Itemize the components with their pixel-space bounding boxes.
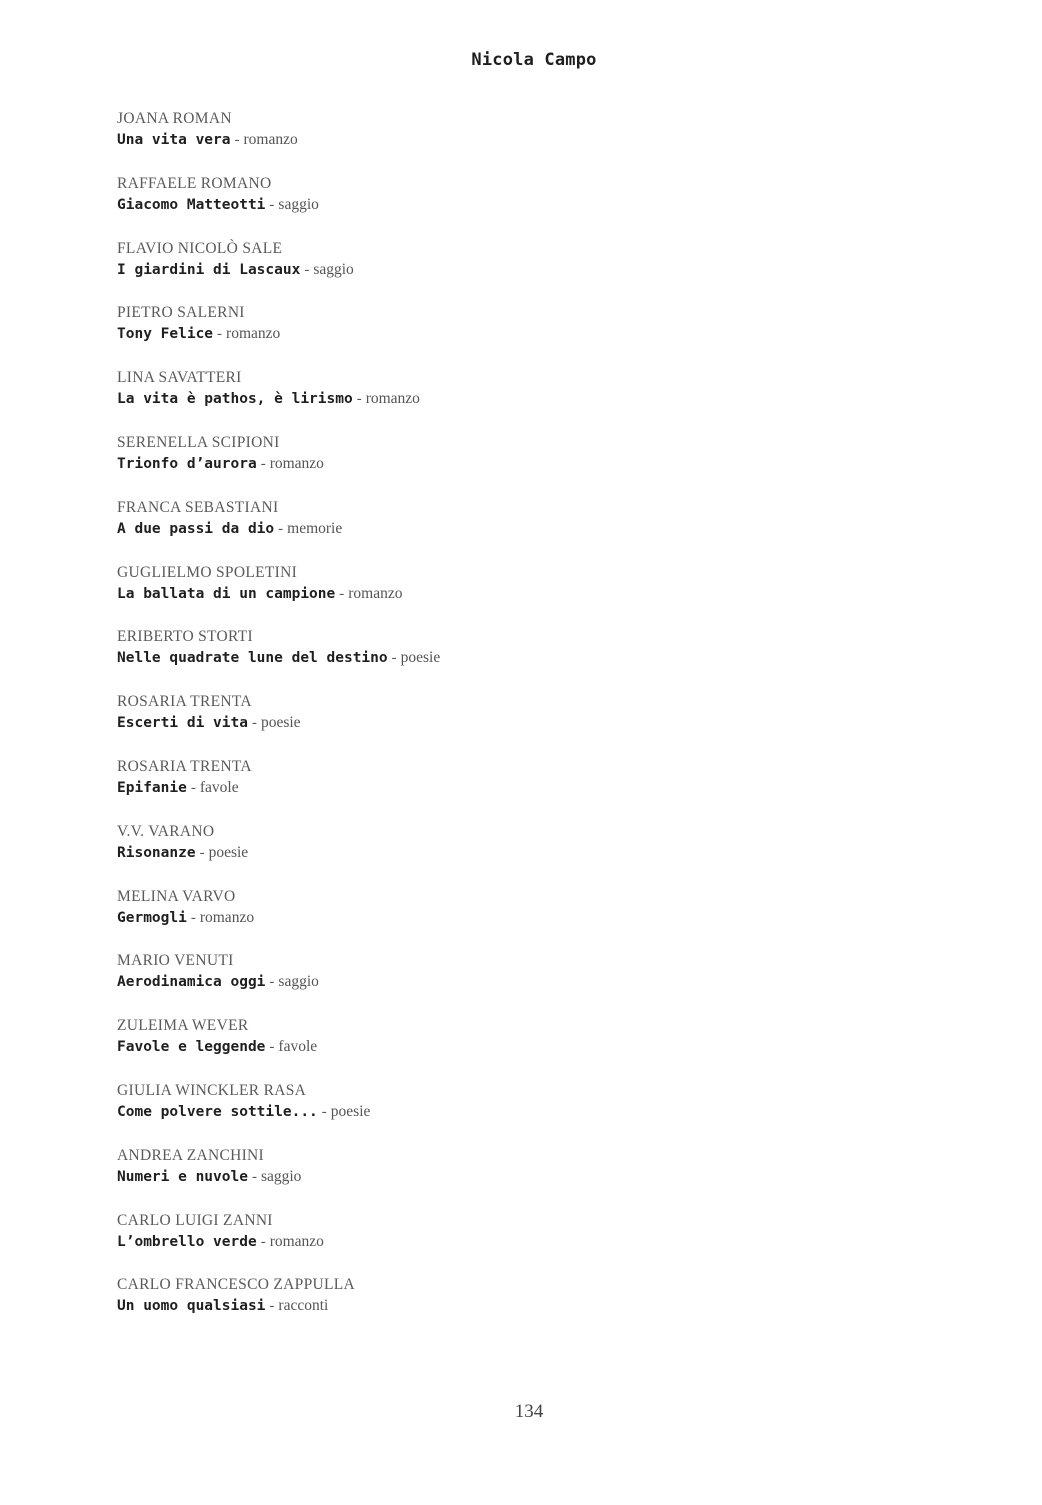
title-line	[117, 323, 817, 344]
book-entry	[117, 303, 817, 368]
book-genre: romanzo	[199, 908, 255, 926]
separator: -	[260, 455, 266, 472]
book-genre: memorie	[287, 519, 343, 537]
title-line	[117, 453, 817, 474]
book-genre: saggio	[278, 195, 319, 213]
book-title: I giardini di Lascaux	[117, 261, 301, 278]
separator: -	[339, 585, 345, 602]
separator: -	[251, 1168, 257, 1185]
book-title: L’ombrello verde	[117, 1233, 257, 1250]
title-line	[117, 777, 817, 798]
book-genre: saggio	[313, 260, 354, 278]
author-name: SERENELLA SCIPIONI	[117, 433, 280, 451]
page-header: Nicola Campo	[471, 50, 597, 70]
book-genre: saggio	[278, 973, 319, 991]
author-name: CARLO FRANCESCO ZAPPULLA	[117, 1276, 356, 1294]
author-name: RAFFAELE ROMANO	[117, 174, 272, 192]
author-name: V.V. VARANO	[117, 822, 215, 840]
book-entry	[117, 563, 817, 628]
book-title: Un uomo qualsiasi	[117, 1298, 266, 1315]
book-entry	[117, 627, 817, 692]
book-title: Risonanze	[117, 844, 196, 861]
separator: -	[269, 196, 275, 213]
book-title: A due passi da dio	[117, 520, 275, 537]
title-line	[117, 259, 817, 280]
separator: -	[251, 715, 257, 732]
book-title: Favole e leggende	[117, 1039, 266, 1056]
book-entry	[117, 822, 817, 887]
title-line	[117, 388, 817, 409]
author-name: ANDREA ZANCHINI	[117, 1146, 265, 1164]
author-name: JOANA ROMAN	[117, 110, 232, 127]
book-title: Trionfo d’aurora	[117, 455, 257, 472]
author-name: MARIO VENUTI	[117, 952, 234, 970]
book-title: Una vita vera	[117, 132, 231, 148]
separator: -	[304, 261, 310, 278]
separator: -	[391, 650, 397, 667]
book-title: Germogli	[117, 909, 187, 926]
book-entry	[117, 887, 817, 952]
title-line	[117, 712, 817, 733]
title-line	[117, 647, 817, 668]
title-line	[117, 1166, 817, 1187]
title-line	[117, 1295, 817, 1316]
book-genre: favole	[199, 778, 239, 796]
book-title: La ballata di un campione	[117, 585, 336, 602]
book-genre: romanzo	[269, 454, 324, 472]
book-list	[117, 109, 817, 1340]
book-entry	[117, 239, 817, 304]
separator: -	[199, 844, 205, 861]
book-genre: racconti	[278, 1297, 329, 1315]
book-entry	[117, 433, 817, 498]
book-entry	[117, 951, 817, 1016]
title-line	[117, 194, 817, 215]
separator: -	[260, 1233, 266, 1250]
book-genre: favole	[278, 1038, 318, 1056]
book-entry	[117, 1146, 817, 1211]
book-genre: poesie	[330, 1102, 371, 1120]
book-entry	[117, 109, 817, 174]
title-line	[117, 129, 817, 150]
author-name: FLAVIO NICOLÒ SALE	[117, 239, 283, 257]
author-name: PIETRO SALERNI	[117, 304, 245, 322]
title-line	[117, 518, 817, 539]
book-genre: romanzo	[348, 584, 403, 602]
page-number: 134	[514, 1401, 544, 1422]
book-genre: romanzo	[269, 1232, 324, 1250]
author-name: CARLO LUIGI ZANNI	[117, 1211, 273, 1229]
book-entry	[117, 1211, 817, 1276]
separator: -	[321, 1103, 327, 1120]
author-name: ROSARIA TRENTA	[117, 757, 252, 775]
title-line	[117, 1231, 817, 1252]
separator: -	[234, 132, 240, 148]
book-title: Nelle quadrate lune del destino	[117, 650, 388, 667]
book-title: La vita è pathos, è lirismo	[117, 391, 353, 408]
book-entry	[117, 1275, 817, 1340]
title-line	[117, 842, 817, 863]
book-genre: poesie	[260, 714, 301, 732]
title-line	[117, 971, 817, 992]
author-name: ZULEIMA WEVER	[117, 1017, 249, 1035]
separator: -	[356, 391, 362, 408]
author-name: MELINA VARVO	[117, 887, 236, 905]
title-line	[117, 907, 817, 928]
separator: -	[217, 326, 223, 343]
book-title: Numeri e nuvole	[117, 1168, 248, 1185]
separator: -	[269, 1298, 275, 1315]
title-line	[117, 1036, 817, 1057]
book-title: Aerodinamica oggi	[117, 974, 266, 991]
book-genre: poesie	[400, 649, 441, 667]
book-genre: romanzo	[365, 390, 420, 408]
book-entry	[117, 757, 817, 822]
author-name: FRANCA SEBASTIANI	[117, 498, 279, 516]
author-name: LINA SAVATTERI	[117, 369, 242, 387]
author-name: ERIBERTO STORTI	[117, 628, 253, 646]
book-entry	[117, 1016, 817, 1081]
book-entry	[117, 692, 817, 757]
book-title: Giacomo Matteotti	[117, 196, 266, 213]
separator: -	[278, 520, 284, 537]
author-name: GIULIA WINCKLER RASA	[117, 1081, 307, 1099]
author-name: ROSARIA TRENTA	[117, 693, 252, 711]
book-title: Tony Felice	[117, 326, 214, 343]
book-entry	[117, 498, 817, 563]
separator: -	[190, 909, 196, 926]
separator: -	[269, 1039, 275, 1056]
book-genre: saggio	[260, 1167, 302, 1185]
separator: -	[190, 779, 196, 796]
author-name: GUGLIELMO SPOLETINI	[117, 563, 298, 581]
book-title: Escerti di vita	[117, 715, 248, 732]
book-title: Come polvere sottile...	[117, 1103, 318, 1120]
book-genre: romanzo	[243, 131, 298, 148]
separator: -	[269, 974, 275, 991]
book-entry	[117, 368, 817, 433]
book-entry	[117, 174, 817, 239]
book-genre: romanzo	[226, 325, 281, 343]
book-title: Epifanie	[117, 779, 187, 796]
title-line	[117, 1101, 817, 1122]
book-genre: poesie	[208, 843, 249, 861]
book-entry	[117, 1081, 817, 1146]
title-line	[117, 583, 817, 604]
